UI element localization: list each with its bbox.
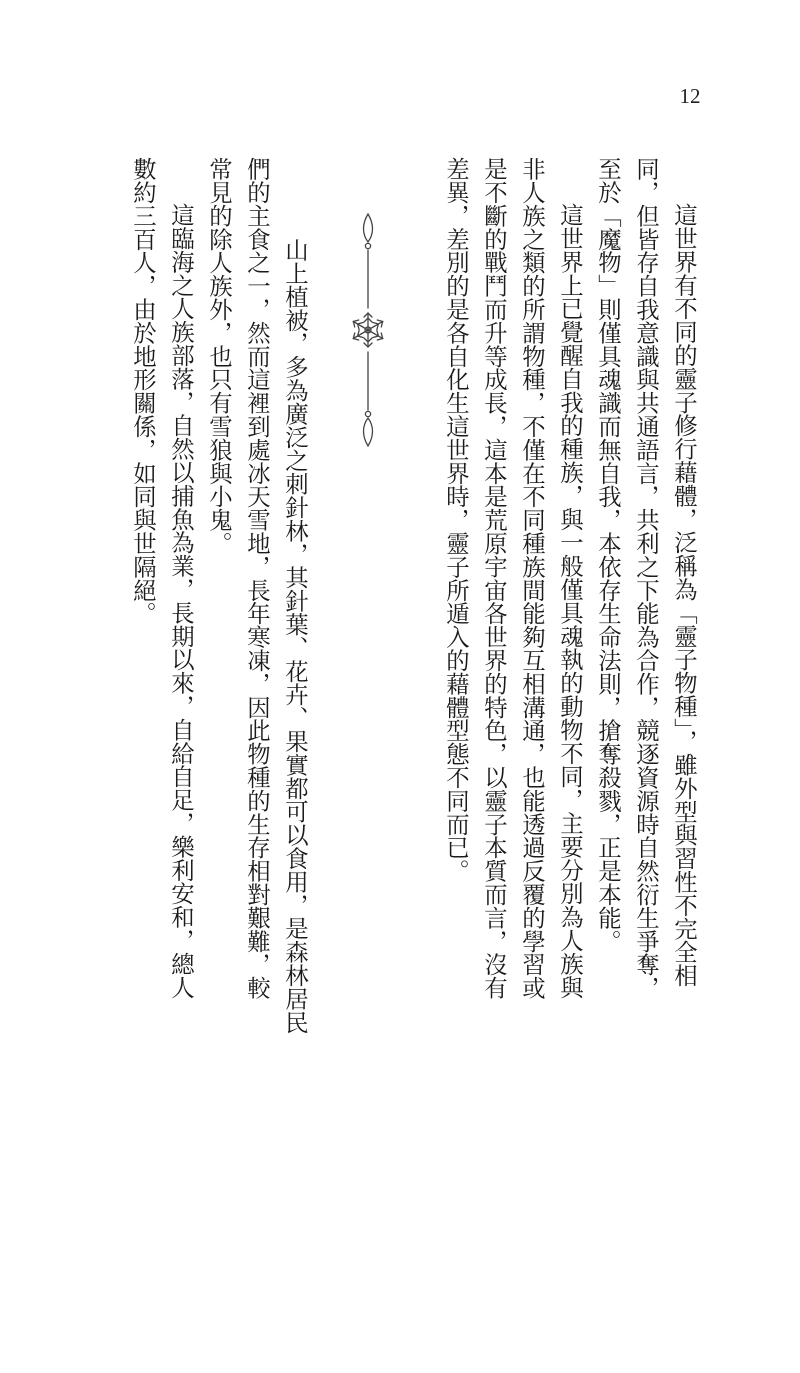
text-column: 至於「魔物」則僅具魂識而無自我，本依存生命法則，搶奪殺戮，正是本能。 — [594, 157, 622, 953]
text-column: 這臨海之人族部落，自然以捕魚為業，長期以來，自給自足，樂利安和，總人 — [167, 203, 195, 999]
text-column: 是不斷的戰鬥而升等成長，這本是荒原宇宙各世界的特色，以靈子本質而言，沒有 — [480, 157, 508, 1000]
page-number: 12 — [679, 84, 701, 108]
text-column: 這世界有不同的靈子修行藉體，泛稱為「靈子物種」，雖外型與習性不完全相 — [670, 203, 698, 987]
text-column: 常見的除人族外，也只有雪狼與小鬼。 — [205, 157, 233, 555]
text-column: 這世界上已覺醒自我的種族，與一般僅具魂執的動物不同，主要分別為人族與 — [556, 203, 584, 999]
text-column: 數約三百人，由於地形關係，如同與世隔絕。 — [129, 157, 157, 625]
text-column: 非人族之類的所謂物種，不僅在不同種族間能夠互相溝通，也能透過反覆的學習或 — [518, 157, 546, 1000]
text-column: 們的主食之一，然而這裡到處冰天雪地，長年寒凍，因此物種的生存相對艱難，較 — [243, 157, 271, 1000]
text-column: 差異，差別的是各自化生這世界時，靈子所遁入的藉體型態不同而已。 — [442, 157, 470, 883]
snowflake-divider-icon — [336, 210, 400, 450]
text-column: 山上植被，多為廣泛之刺針林，其針葉、花卉、果實都可以食用，是森林居民 — [281, 238, 309, 1034]
text-column: 同，但皆存自我意識與共通語言，共利之下能為合作，競逐資源時自然衍生爭奪， — [632, 157, 660, 1000]
